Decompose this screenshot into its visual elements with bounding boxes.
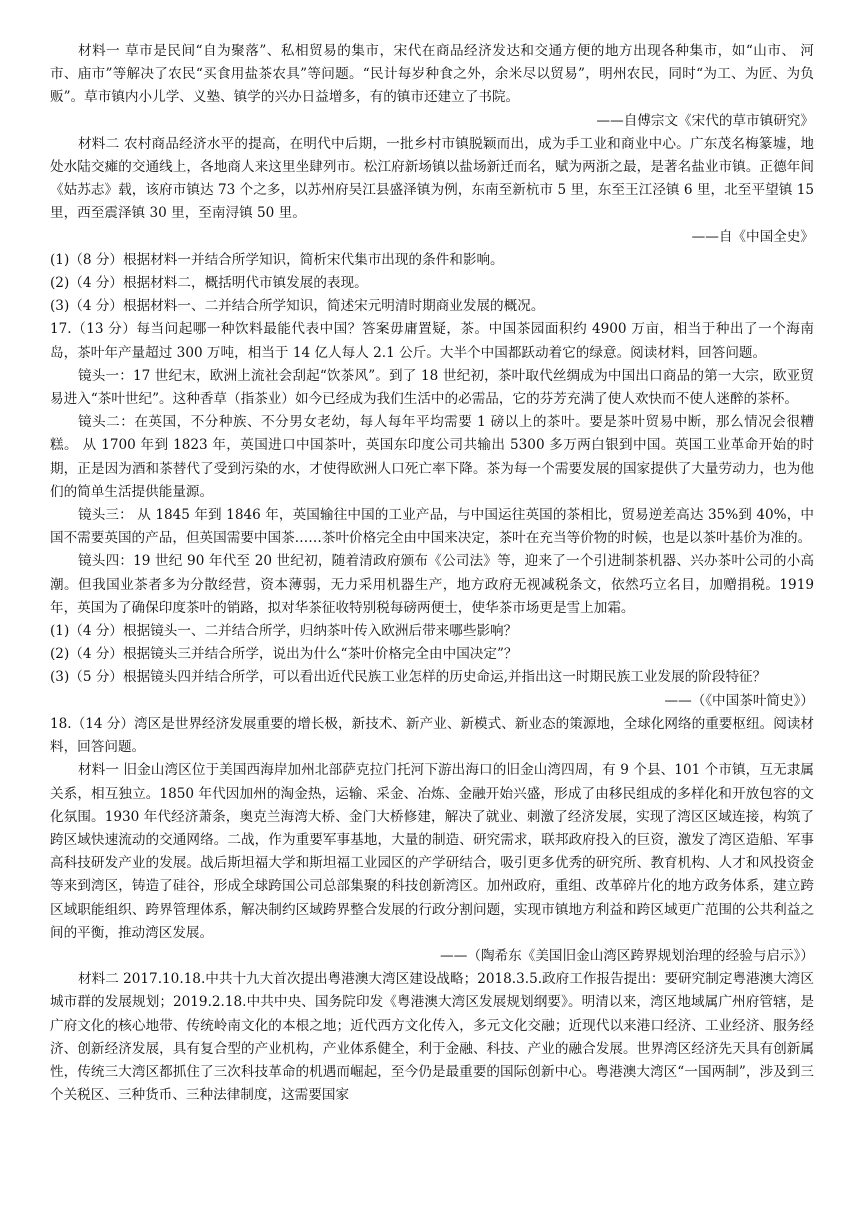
scene-1: 镜头一：17 世纪末，欧洲上流社会刮起“饮茶风”。到了 18 世纪初，茶叶取代丝绸成为中国出口商品的第一大宗，欧亚贸易进入“茶叶世纪”。这种香草（指茶业）如今已经成为我们生活中的必需品，它的芬芳充满了使人欢快而不使人迷醉的茶杯。 xyxy=(50,367,814,408)
question-17-2: (2)（4 分）根据镜头三并结合所学，说出为什么“茶叶价格完全由中国决定”？ xyxy=(50,646,518,663)
question-18-stem: 18.（14 分）湾区是世界经济发展重要的增长极，新技术、新产业、新模式、新业态的策源地，全球化网络的重要枢纽。阅读材料，回答问题。 xyxy=(50,715,814,756)
material-18-2-gba: 材料二 2017.10.18.中共十九大首次提出粤港澳大湾区建设战略；2018.3.5.政府工作报告提出：要研究制定粤港澳大湾区城市群的发展规划；2019.2.18.中共中央、国务院印发《粤港澳大湾区发展规划纲要》。明清以来，湾区地域属广州府管辖，是广府文化的核心地带、传统岭南文化的本根之地；近代西方文化传入，多元文化交融；近现代以来港口经济、工业经济、服务经济、创新经济发展，具有复合型的产业机构，产业体系健全，利于金融、科技、产业的融合发展。世界湾区经济先天具有创新属性，传统三大湾区都抓住了三次科技革命的机遇而崛起，至今仍是最重要的国际创新中心。粤港澳大湾区“一国两制”，涉及到三个关税区、三种货币、三种法律制度，这需要国家 xyxy=(50,971,814,1104)
question-16-3: (3)（4 分）根据材料一、二并结合所学知识，简述宋元明清时期商业发展的概况。 xyxy=(50,298,545,315)
question-17-stem: 17.（13 分）每当问起哪一种饮料最能代表中国？答案毋庸置疑，茶。中国茶园面积约 4900 万亩，相当于种出了一个海南岛，茶叶年产量超过 300 万吨，相当于 14 亿人每人 2.1 公斤。大半个中国都跃动着它的绿意。阅读材料，回答问题。 xyxy=(50,321,814,361)
question-17-1: (1)（4 分）根据镜头一、二并结合所学，归纳茶叶传入欧洲后带来哪些影响？ xyxy=(50,623,518,640)
scene-4: 镜头四：19 世纪 90 年代至 20 世纪初，随着清政府颁布《公司法》等，迎来了一个引进制茶机器、兴办茶叶公司的小高潮。但我国业茶者多为分散经营，资本薄弱，无力采用机器生产，地方政府无视减税条文，依然巧立名目，加赠捐税。1919 年，英国为了确保印度茶叶的销路，拟对华茶征收特别税每磅两便士，使华茶市场更是雪上加霜。 xyxy=(50,553,814,616)
source-citation: ——自傅宗文《宋代的草市镇研究》 xyxy=(596,112,814,129)
material-1-song-markets: 材料一 草市是民间“自为聚落”、私相贸易的集市，宋代在商品经济发达和交通方便的地方出现各种集市，如“山市、 河市、庙市”等解决了农民“买食用盐茶农具”等问题。“民计每岁种食之外，余米尽以贸易”，明州农民，同时“为工、为匠、为负贩”。草市镇内小儿学、义塾、镇学的兴办日益增多，有的镇市还建立了书院。 xyxy=(50,43,814,106)
question-17-3: (3)（5 分）根据镜头四并结合所学，可以看出近代民族工业怎样的历史命运,并指出这一时期民族工业发展的阶段特征？ xyxy=(50,669,767,686)
scene-2: 镜头二：在英国，不分种族、不分男女老幼，每人每年平均需要 1 磅以上的茶叶。要是茶叶贸易中断，那么情况会很糟糕。 从 1700 年到 1823 年，英国进口中国茶叶，英国东印度公司共输出 5300 多万两白银到中国。英国工业革命开始的时期，正是因为酒和茶替代了受到污染的水，才使得欧洲人口死亡率下降。茶为每一个需要发展的国家提供了大量劳动力，也为他们的简单生活提供能量源。 xyxy=(50,414,814,500)
question-16-2: (2)（4 分）根据材料二，概括明代市镇发展的表现。 xyxy=(50,275,368,292)
source-citation: ——自《中国全史》 xyxy=(691,228,814,245)
material-18-1-sf-bay: 材料一 旧金山湾区位于美国西海岸加州北部萨克拉门托河下游出海口的旧金山湾四周，有 9 个县、101 个市镇，互无隶属关系，相互独立。1850 年代因加州的淘金热，运输、采金、冶炼、金融开始兴盛，形成了由移民组成的多样化和开放包容的文化氛围。1930 年代经济萧条，奥克兰海湾大桥、金门大桥修建，解决了就业、刺激了经济发展，实现了湾区区域连接，构筑了跨区域快速流动的交通网络。二战，作为重要军事基地，大量的制造、研究需求，联邦政府投入的巨资，激发了湾区造船、军事高科技研发产业的发展。战后斯坦福大学和斯坦福工业园区的产学研结合，吸引更多优秀的研究所、教育机构、人才和风投资金等来到湾区，铸造了硅谷，形成全球跨国公司总部集聚的科技创新湾区。加州政府，重组、改革碎片化的地方政务体系，建立跨区域职能组织、跨界管理体系，解决制约区域跨界整合发展的行政分割问题，实现市镇地方利益和跨区域更广范围的公共利益之间的平衡，推动湾区发展。 xyxy=(50,762,814,941)
source-citation: ——（陶希东《美国旧金山湾区跨界规划治理的经验与启示》） xyxy=(440,947,814,964)
scene-3: 镜头三： 从 1845 年到 1846 年，英国输往中国的工业产品，与中国运往英国的茶相比，贸易逆差高达 35%到 40%，中国不需要英国的产品，但英国需要中国茶……茶叶价格完全由中国来决定，茶叶在充当等价物的时候，也是以茶叶基价为准的。 xyxy=(50,507,814,547)
material-2-ming-towns: 材料二 农村商品经济水平的提高，在明代中后期，一批乡村市镇脱颖而出，成为手工业和商业中心。广东茂名梅篆墟，地处水陆交瘫的交通线上，各地商人来这里坐肆列市。松江府新场镇以盐场新迁而名，赋为两浙之最，是著名盐业市镇。正德年间《姑苏志》载，该府市镇达 73 个之多，以苏州府吴江县盛泽镇为例，东南至新杭市 5 里，东至王江泾镇 6 里，北至平望镇 15 里，西至震泽镇 30 里，至南浔镇 50 里。 xyxy=(50,135,814,222)
exam-page xyxy=(50,40,814,1107)
source-citation: ——（《中国茶叶简史》） xyxy=(664,692,814,709)
question-16-1: (1)（8 分）根据材料一并结合所学知识，简析宋代集市出现的条件和影响。 xyxy=(50,251,504,268)
